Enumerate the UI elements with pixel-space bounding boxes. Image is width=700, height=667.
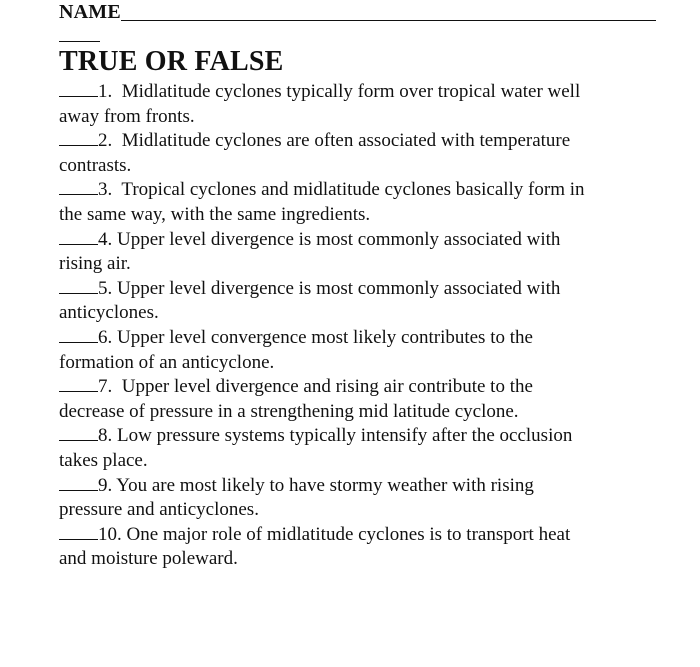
question-item-10: [59, 523, 659, 572]
question-number: 5.: [98, 277, 113, 299]
question-text: Low pressure systems typically intensify after the occlusion: [117, 425, 573, 447]
answer-blank[interactable]: [59, 80, 98, 97]
question-text: Upper level divergence is most commonly associated with: [117, 228, 561, 250]
question-item-3: [59, 178, 659, 227]
section-title: TRUE OR FALSE: [59, 46, 284, 77]
answer-blank[interactable]: [59, 523, 98, 540]
question-continuation: away from fronts.: [59, 105, 195, 127]
question-number: 4.: [98, 228, 113, 250]
answer-blank[interactable]: [59, 326, 98, 343]
question-number: 8.: [98, 425, 113, 447]
answer-blank[interactable]: [59, 474, 98, 491]
question-text: Upper level convergence most likely contributes to the: [117, 326, 533, 348]
question-item-2: [59, 129, 659, 178]
question-continuation: anticyclones.: [59, 302, 159, 324]
question-continuation: pressure and anticyclones.: [59, 499, 259, 521]
question-text: You are most likely to have stormy weather with rising: [116, 474, 534, 496]
question-continuation: rising air.: [59, 253, 131, 275]
question-item-8: [59, 424, 659, 473]
question-item-5: [59, 277, 659, 326]
name-field-row: [59, 0, 656, 22]
question-item-4: [59, 228, 659, 277]
question-number: 2.: [98, 130, 113, 152]
answer-blank[interactable]: [59, 129, 98, 146]
answer-blank[interactable]: [59, 228, 98, 245]
question-text: Midlatitude cyclones are often associated with temperature: [121, 130, 571, 152]
question-number: 6.: [98, 326, 113, 348]
question-continuation: decrease of pressure in a strengthening mid latitude cyclone.: [59, 400, 519, 422]
answer-blank[interactable]: [59, 178, 98, 195]
question-number: 1.: [98, 81, 113, 102]
question-number: 7.: [98, 376, 113, 398]
question-list: [59, 80, 659, 572]
question-item-6: [59, 326, 659, 375]
question-continuation: formation of an anticyclone.: [59, 351, 275, 373]
answer-blank[interactable]: [59, 375, 98, 392]
question-continuation: and moisture poleward.: [59, 548, 238, 570]
question-text: One major role of midlatitude cyclones is to transport heat: [126, 523, 571, 545]
question-continuation: the same way, with the same ingredients.: [59, 203, 371, 225]
question-number: 10.: [98, 523, 122, 545]
question-item-1: [59, 80, 659, 129]
question-number: 9.: [98, 474, 113, 496]
question-text: Upper level divergence and rising air contribute to the: [121, 376, 533, 398]
question-item-9: [59, 474, 659, 523]
short-rule: [59, 41, 100, 42]
question-text: Midlatitude cyclones typically form over tropical water well: [121, 81, 581, 102]
question-continuation: takes place.: [59, 449, 148, 471]
answer-blank[interactable]: [59, 424, 98, 441]
question-item-7: [59, 375, 659, 424]
name-answer-line[interactable]: [121, 20, 656, 21]
question-text: Tropical cyclones and midlatitude cyclones basically form in: [121, 179, 585, 201]
question-number: 3.: [98, 179, 113, 201]
answer-blank[interactable]: [59, 277, 98, 294]
question-text: Upper level divergence is most commonly associated with: [117, 277, 561, 299]
name-label: NAME: [59, 1, 121, 23]
question-continuation: contrasts.: [59, 154, 132, 176]
